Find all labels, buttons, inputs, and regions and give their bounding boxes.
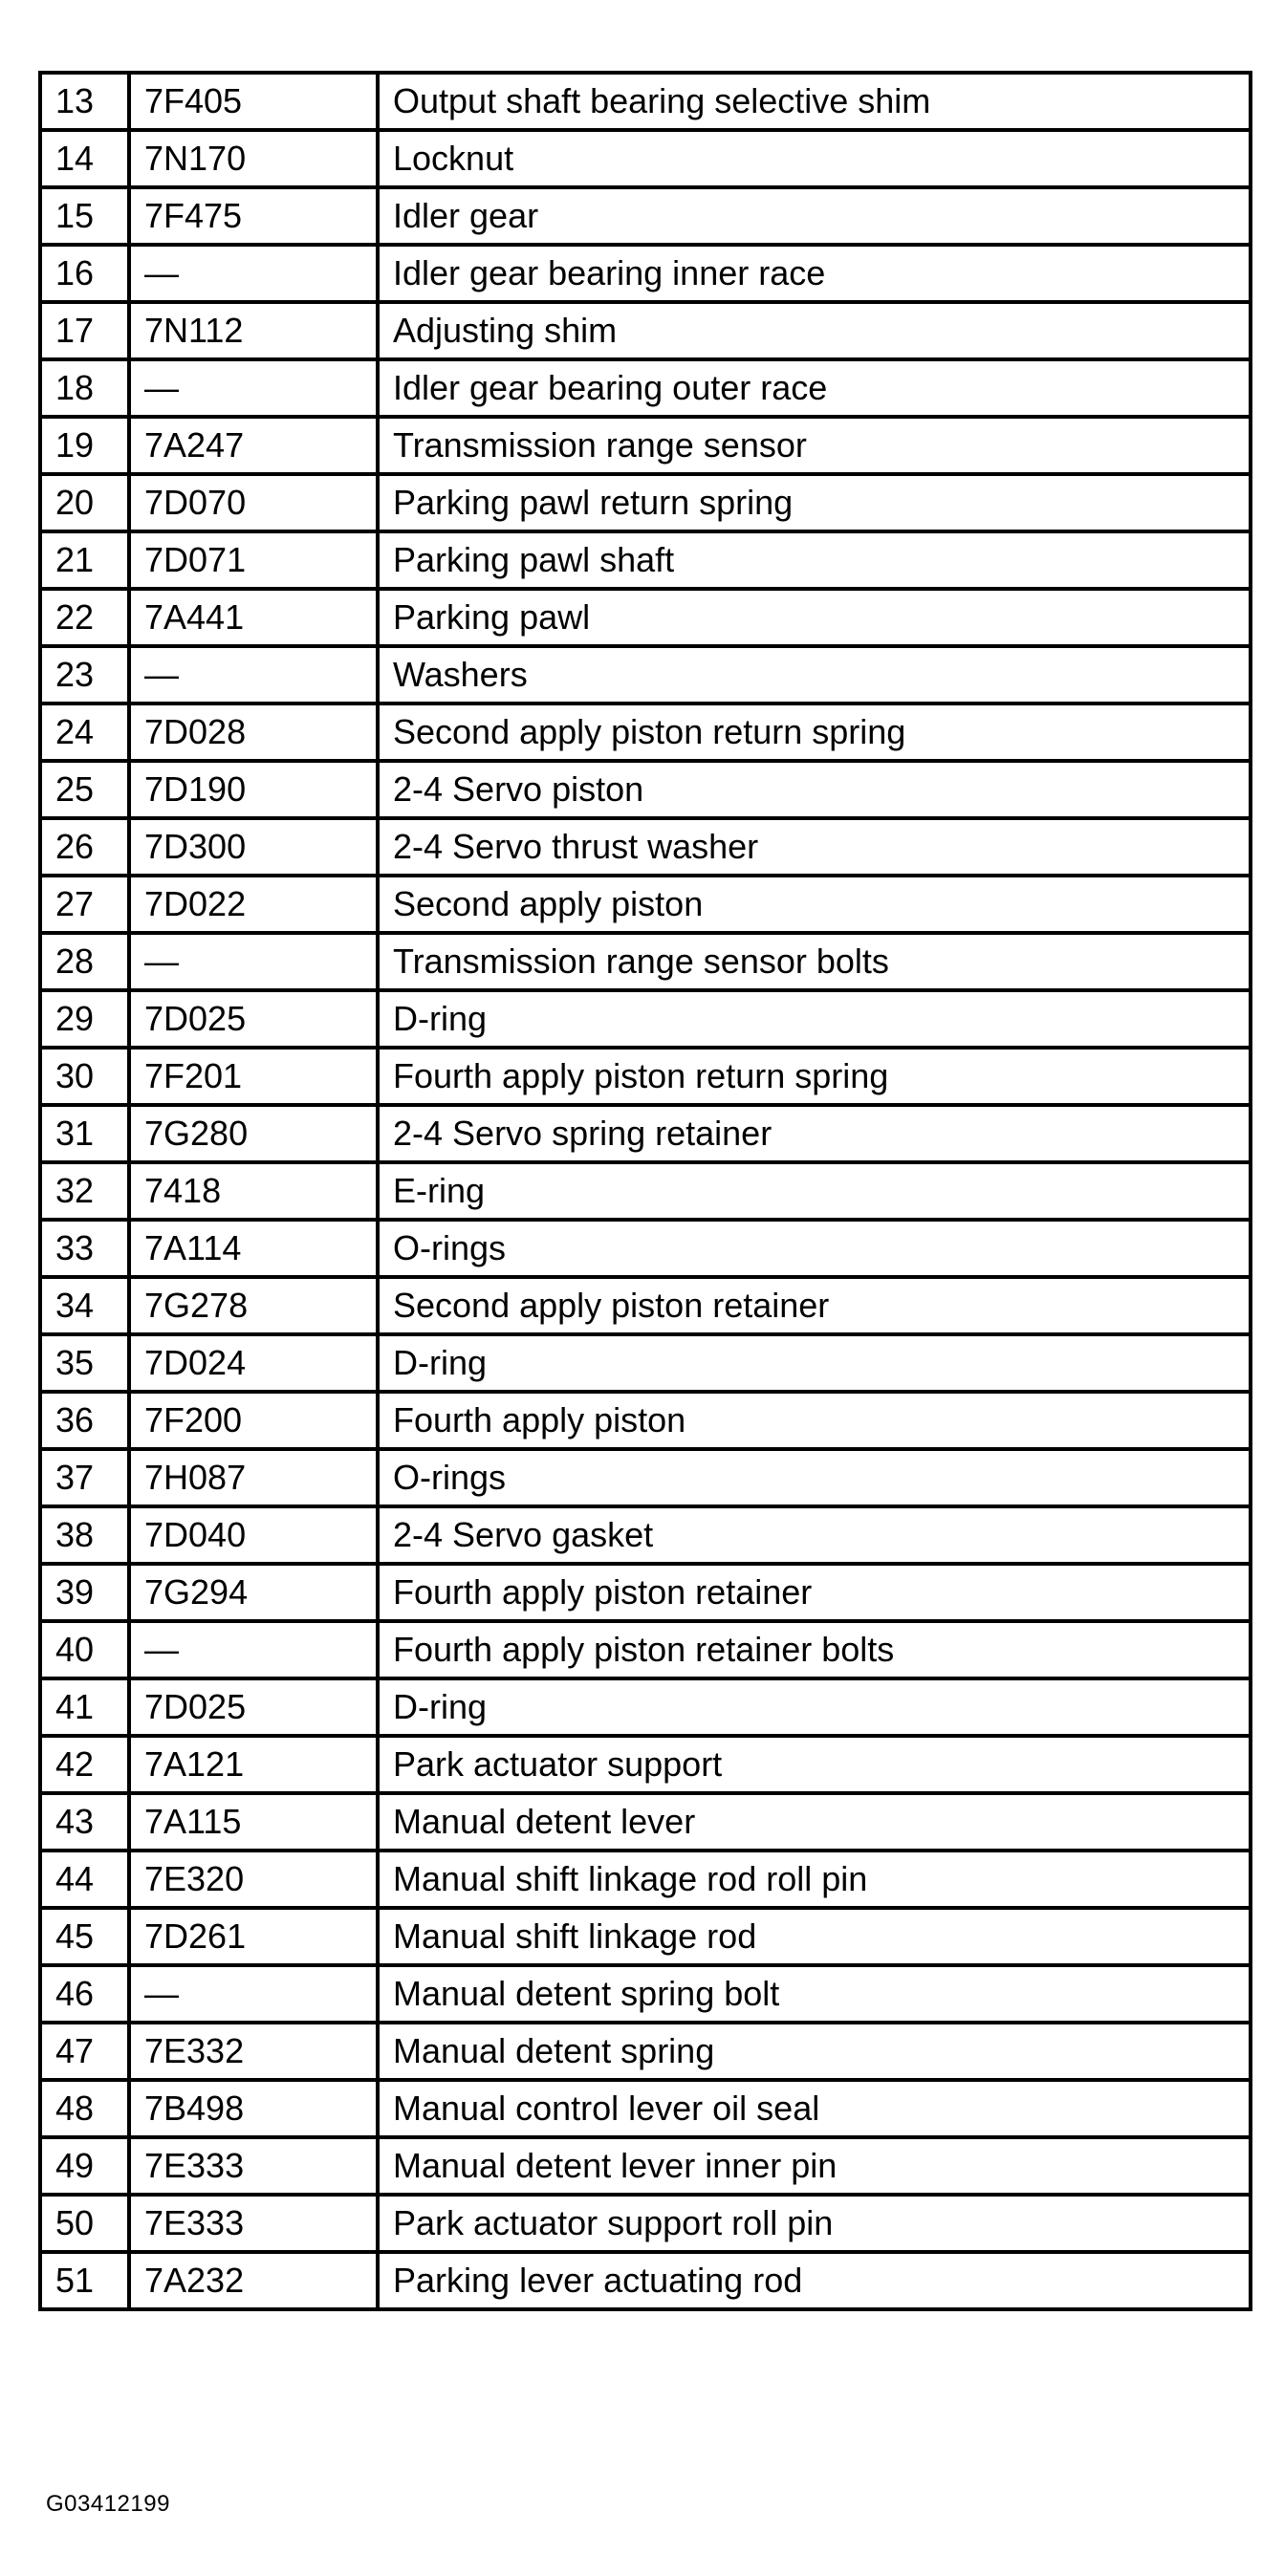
item-number-cell: 20 xyxy=(40,474,129,531)
part-number-cell: 7A441 xyxy=(129,589,378,646)
item-number-cell: 43 xyxy=(40,1793,129,1851)
item-number-cell: 14 xyxy=(40,130,129,187)
part-number-cell: 7D024 xyxy=(129,1334,378,1392)
description-cell: Manual control lever oil seal xyxy=(378,2080,1251,2137)
item-number-cell: 21 xyxy=(40,531,129,589)
part-number-cell: 7A121 xyxy=(129,1736,378,1793)
part-number-cell: 7D261 xyxy=(129,1908,378,1965)
description-cell: Second apply piston return spring xyxy=(378,704,1251,761)
table-row xyxy=(40,2080,1251,2137)
item-number-cell: 37 xyxy=(40,1449,129,1506)
table-row xyxy=(40,2252,1251,2309)
parts-table xyxy=(38,71,1252,2311)
description-cell: Fourth apply piston xyxy=(378,1392,1251,1449)
table-row xyxy=(40,2023,1251,2080)
table-row xyxy=(40,990,1251,1048)
description-cell: E-ring xyxy=(378,1162,1251,1220)
table-row xyxy=(40,1965,1251,2023)
description-cell: Adjusting shim xyxy=(378,302,1251,359)
description-cell: Manual shift linkage rod roll pin xyxy=(378,1851,1251,1908)
description-cell: Transmission range sensor xyxy=(378,417,1251,474)
item-number-cell: 45 xyxy=(40,1908,129,1965)
description-cell: Locknut xyxy=(378,130,1251,187)
item-number-cell: 28 xyxy=(40,933,129,990)
parts-table-body xyxy=(40,73,1251,2309)
item-number-cell: 31 xyxy=(40,1105,129,1162)
description-cell: Idler gear bearing inner race xyxy=(378,245,1251,302)
table-row xyxy=(40,1105,1251,1162)
part-number-cell: 7F201 xyxy=(129,1048,378,1105)
table-row xyxy=(40,187,1251,245)
table-row xyxy=(40,704,1251,761)
item-number-cell: 26 xyxy=(40,818,129,876)
item-number-cell: 16 xyxy=(40,245,129,302)
description-cell: Park actuator support xyxy=(378,1736,1251,1793)
part-number-cell: — xyxy=(129,646,378,704)
description-cell: Washers xyxy=(378,646,1251,704)
part-number-cell: 7418 xyxy=(129,1162,378,1220)
table-row xyxy=(40,1220,1251,1277)
table-row xyxy=(40,531,1251,589)
description-cell: Fourth apply piston retainer bolts xyxy=(378,1621,1251,1678)
part-number-cell: 7D028 xyxy=(129,704,378,761)
part-number-cell: — xyxy=(129,1965,378,2023)
part-number-cell: 7E332 xyxy=(129,2023,378,2080)
part-number-cell: 7A115 xyxy=(129,1793,378,1851)
description-cell: Second apply piston xyxy=(378,876,1251,933)
item-number-cell: 38 xyxy=(40,1506,129,1564)
item-number-cell: 44 xyxy=(40,1851,129,1908)
part-number-cell: 7B498 xyxy=(129,2080,378,2137)
description-cell: 2-4 Servo gasket xyxy=(378,1506,1251,1564)
table-row xyxy=(40,1048,1251,1105)
item-number-cell: 46 xyxy=(40,1965,129,2023)
description-cell: Parking lever actuating rod xyxy=(378,2252,1251,2309)
item-number-cell: 30 xyxy=(40,1048,129,1105)
description-cell: D-ring xyxy=(378,990,1251,1048)
item-number-cell: 48 xyxy=(40,2080,129,2137)
table-row xyxy=(40,1736,1251,1793)
table-row xyxy=(40,1162,1251,1220)
description-cell: Manual shift linkage rod xyxy=(378,1908,1251,1965)
table-row xyxy=(40,1851,1251,1908)
part-number-cell: 7D070 xyxy=(129,474,378,531)
part-number-cell: 7A247 xyxy=(129,417,378,474)
table-row xyxy=(40,1564,1251,1621)
description-cell: Fourth apply piston retainer xyxy=(378,1564,1251,1621)
part-number-cell: 7D300 xyxy=(129,818,378,876)
description-cell: Idler gear xyxy=(378,187,1251,245)
item-number-cell: 47 xyxy=(40,2023,129,2080)
item-number-cell: 13 xyxy=(40,73,129,130)
description-cell: Idler gear bearing outer race xyxy=(378,359,1251,417)
part-number-cell: 7F475 xyxy=(129,187,378,245)
table-row xyxy=(40,359,1251,417)
part-number-cell: — xyxy=(129,359,378,417)
part-number-cell: 7A232 xyxy=(129,2252,378,2309)
table-row xyxy=(40,130,1251,187)
part-number-cell: 7D022 xyxy=(129,876,378,933)
item-number-cell: 19 xyxy=(40,417,129,474)
part-number-cell: 7D071 xyxy=(129,531,378,589)
table-row xyxy=(40,589,1251,646)
item-number-cell: 34 xyxy=(40,1277,129,1334)
description-cell: Manual detent lever xyxy=(378,1793,1251,1851)
table-row xyxy=(40,73,1251,130)
table-row xyxy=(40,1678,1251,1736)
table-row xyxy=(40,2137,1251,2195)
table-row xyxy=(40,818,1251,876)
part-number-cell: 7D025 xyxy=(129,990,378,1048)
item-number-cell: 40 xyxy=(40,1621,129,1678)
item-number-cell: 33 xyxy=(40,1220,129,1277)
description-cell: Fourth apply piston return spring xyxy=(378,1048,1251,1105)
item-number-cell: 36 xyxy=(40,1392,129,1449)
table-row xyxy=(40,761,1251,818)
description-cell: Manual detent lever inner pin xyxy=(378,2137,1251,2195)
part-number-cell: 7H087 xyxy=(129,1449,378,1506)
item-number-cell: 15 xyxy=(40,187,129,245)
figure-id: G03412199 xyxy=(46,2491,170,2517)
item-number-cell: 18 xyxy=(40,359,129,417)
item-number-cell: 27 xyxy=(40,876,129,933)
table-row xyxy=(40,933,1251,990)
item-number-cell: 32 xyxy=(40,1162,129,1220)
description-cell: Manual detent spring xyxy=(378,2023,1251,2080)
item-number-cell: 49 xyxy=(40,2137,129,2195)
part-number-cell: — xyxy=(129,245,378,302)
item-number-cell: 24 xyxy=(40,704,129,761)
table-row xyxy=(40,1908,1251,1965)
description-cell: Parking pawl return spring xyxy=(378,474,1251,531)
part-number-cell: 7E333 xyxy=(129,2195,378,2252)
item-number-cell: 41 xyxy=(40,1678,129,1736)
table-row xyxy=(40,876,1251,933)
description-cell: Park actuator support roll pin xyxy=(378,2195,1251,2252)
table-row xyxy=(40,1277,1251,1334)
description-cell: 2-4 Servo thrust washer xyxy=(378,818,1251,876)
table-row xyxy=(40,1392,1251,1449)
part-number-cell: 7E333 xyxy=(129,2137,378,2195)
part-number-cell: — xyxy=(129,933,378,990)
description-cell: D-ring xyxy=(378,1678,1251,1736)
part-number-cell: 7A114 xyxy=(129,1220,378,1277)
description-cell: Parking pawl shaft xyxy=(378,531,1251,589)
part-number-cell: 7F200 xyxy=(129,1392,378,1449)
item-number-cell: 35 xyxy=(40,1334,129,1392)
description-cell: Output shaft bearing selective shim xyxy=(378,73,1251,130)
part-number-cell: 7D040 xyxy=(129,1506,378,1564)
description-cell: Parking pawl xyxy=(378,589,1251,646)
description-cell: D-ring xyxy=(378,1334,1251,1392)
item-number-cell: 22 xyxy=(40,589,129,646)
item-number-cell: 17 xyxy=(40,302,129,359)
description-cell: 2-4 Servo piston xyxy=(378,761,1251,818)
part-number-cell: 7N112 xyxy=(129,302,378,359)
table-row xyxy=(40,646,1251,704)
item-number-cell: 23 xyxy=(40,646,129,704)
part-number-cell: 7D190 xyxy=(129,761,378,818)
table-row xyxy=(40,417,1251,474)
table-row xyxy=(40,302,1251,359)
part-number-cell: 7G294 xyxy=(129,1564,378,1621)
item-number-cell: 29 xyxy=(40,990,129,1048)
part-number-cell: 7G278 xyxy=(129,1277,378,1334)
description-cell: Manual detent spring bolt xyxy=(378,1965,1251,2023)
description-cell: O-rings xyxy=(378,1220,1251,1277)
description-cell: O-rings xyxy=(378,1449,1251,1506)
table-row xyxy=(40,245,1251,302)
part-number-cell: 7N170 xyxy=(129,130,378,187)
part-number-cell: 7E320 xyxy=(129,1851,378,1908)
description-cell: Transmission range sensor bolts xyxy=(378,933,1251,990)
item-number-cell: 50 xyxy=(40,2195,129,2252)
table-row xyxy=(40,1793,1251,1851)
description-cell: Second apply piston retainer xyxy=(378,1277,1251,1334)
item-number-cell: 39 xyxy=(40,1564,129,1621)
table-row xyxy=(40,1621,1251,1678)
item-number-cell: 25 xyxy=(40,761,129,818)
item-number-cell: 42 xyxy=(40,1736,129,1793)
table-row xyxy=(40,1506,1251,1564)
part-number-cell: — xyxy=(129,1621,378,1678)
table-row xyxy=(40,1449,1251,1506)
table-row xyxy=(40,474,1251,531)
part-number-cell: 7D025 xyxy=(129,1678,378,1736)
table-row xyxy=(40,1334,1251,1392)
table-row xyxy=(40,2195,1251,2252)
description-cell: 2-4 Servo spring retainer xyxy=(378,1105,1251,1162)
part-number-cell: 7F405 xyxy=(129,73,378,130)
item-number-cell: 51 xyxy=(40,2252,129,2309)
part-number-cell: 7G280 xyxy=(129,1105,378,1162)
